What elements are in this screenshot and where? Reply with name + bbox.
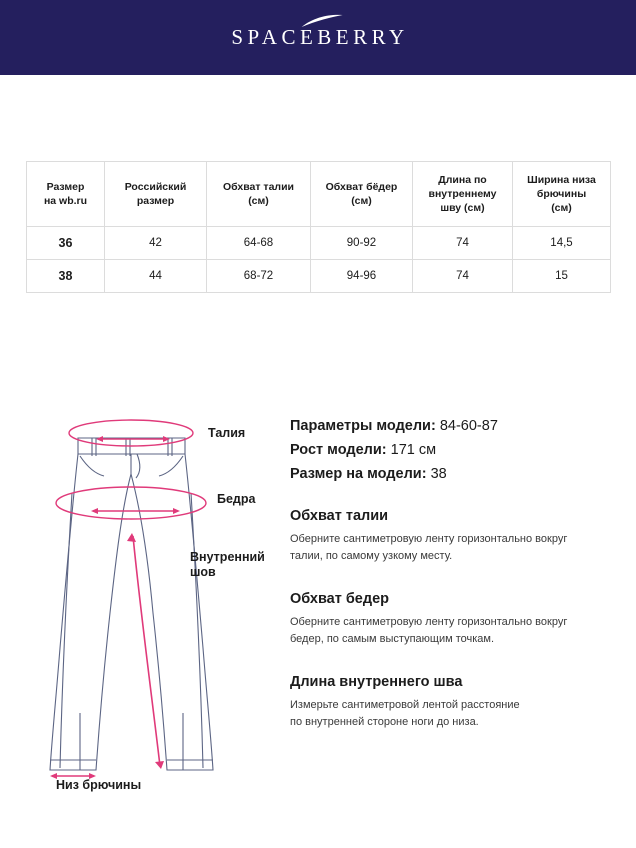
label-leg-bottom: Низ брючины [56,778,142,792]
measurement-guide [0,293,636,803]
table-row [27,227,611,260]
instruction-hips [290,591,620,648]
column-header-waist [207,162,311,227]
column-header-wb-size [27,162,105,227]
label-waist: Талия [208,426,246,440]
table-row [27,260,611,293]
size-table [26,161,611,293]
brand-name: SPACEBERRY [231,25,409,49]
cell-wb-size: 38 [27,260,105,293]
instruction-inseam [290,674,620,731]
brand-logo [227,25,408,50]
instruction-text [290,531,620,565]
header-line: брючины [536,188,587,200]
page-header [0,0,636,75]
instruction-text [290,614,620,648]
model-height-value: 171 см [390,442,437,458]
instruction-text-line2: по внутренней стороне ноги до низа. [290,716,479,728]
header-line: на wb.ru [43,195,88,207]
cell-waist: 64-68 [207,227,311,260]
instruction-text-line1: Оберните сантиметровую ленту горизонтально вокруг [290,533,568,545]
instruction-title: Обхват бедер [290,591,390,607]
cell-ru-size: 44 [105,260,207,293]
instruction-title: Обхват талии [290,508,389,524]
header-line: Длина по [438,174,487,186]
instruction-text-line2: талии, по самому узкому месту. [290,550,453,562]
instruction-title: Длина внутреннего шва [290,674,463,690]
column-header-ru-size [105,162,207,227]
header-line: (см) [248,195,269,207]
cell-ru-size: 42 [105,227,207,260]
column-header-hips [311,162,413,227]
header-line: (см) [351,195,372,207]
cell-inseam: 74 [413,227,513,260]
cell-hips: 90-92 [311,227,413,260]
label-inseam-line2: шов [190,565,216,579]
header-line: Обхват талии [222,181,294,193]
model-params-label: Параметры модели: [290,418,436,434]
trousers-diagram [0,398,290,803]
label-inseam [190,550,285,580]
model-height-label: Рост модели: [290,442,387,458]
header-line: Обхват бёдер [325,181,398,193]
cell-leg-opening: 14,5 [513,227,611,260]
model-size-row [290,466,620,482]
model-params-row [290,418,620,434]
instruction-text-line2: бедер, по самым выступающим точкам. [290,633,495,645]
size-table-area [0,75,636,293]
label-hips: Бедра [217,492,256,506]
model-size-label: Размер на модели: [290,466,427,482]
model-info [290,398,620,803]
instruction-text-line1: Измерьте сантиметровой лентой расстояние [290,699,520,711]
model-height-row [290,442,620,458]
header-line: Российский [124,181,187,193]
model-params-value: 84-60-87 [439,418,498,434]
header-line: шву (см) [440,202,485,214]
header-line: Размер [46,181,85,193]
cell-leg-opening: 15 [513,260,611,293]
swoosh-icon [300,13,346,34]
table-header-row [27,162,611,227]
instruction-text-line1: Оберните сантиметровую ленту горизонтально вокруг [290,616,568,628]
column-header-leg-opening [513,162,611,227]
instruction-text [290,697,620,731]
cell-waist: 68-72 [207,260,311,293]
model-size-value: 38 [430,466,447,482]
header-line: (см) [551,202,572,214]
column-header-inseam [413,162,513,227]
model-params [290,418,620,482]
header-line: внутреннему [428,188,497,200]
instruction-waist [290,508,620,565]
cell-inseam: 74 [413,260,513,293]
header-line: Ширина низа [527,174,596,186]
label-inseam-line1: Внутренний [190,550,265,564]
trousers-illustration [0,398,290,798]
header-line: размер [136,195,175,207]
cell-hips: 94-96 [311,260,413,293]
cell-wb-size: 36 [27,227,105,260]
